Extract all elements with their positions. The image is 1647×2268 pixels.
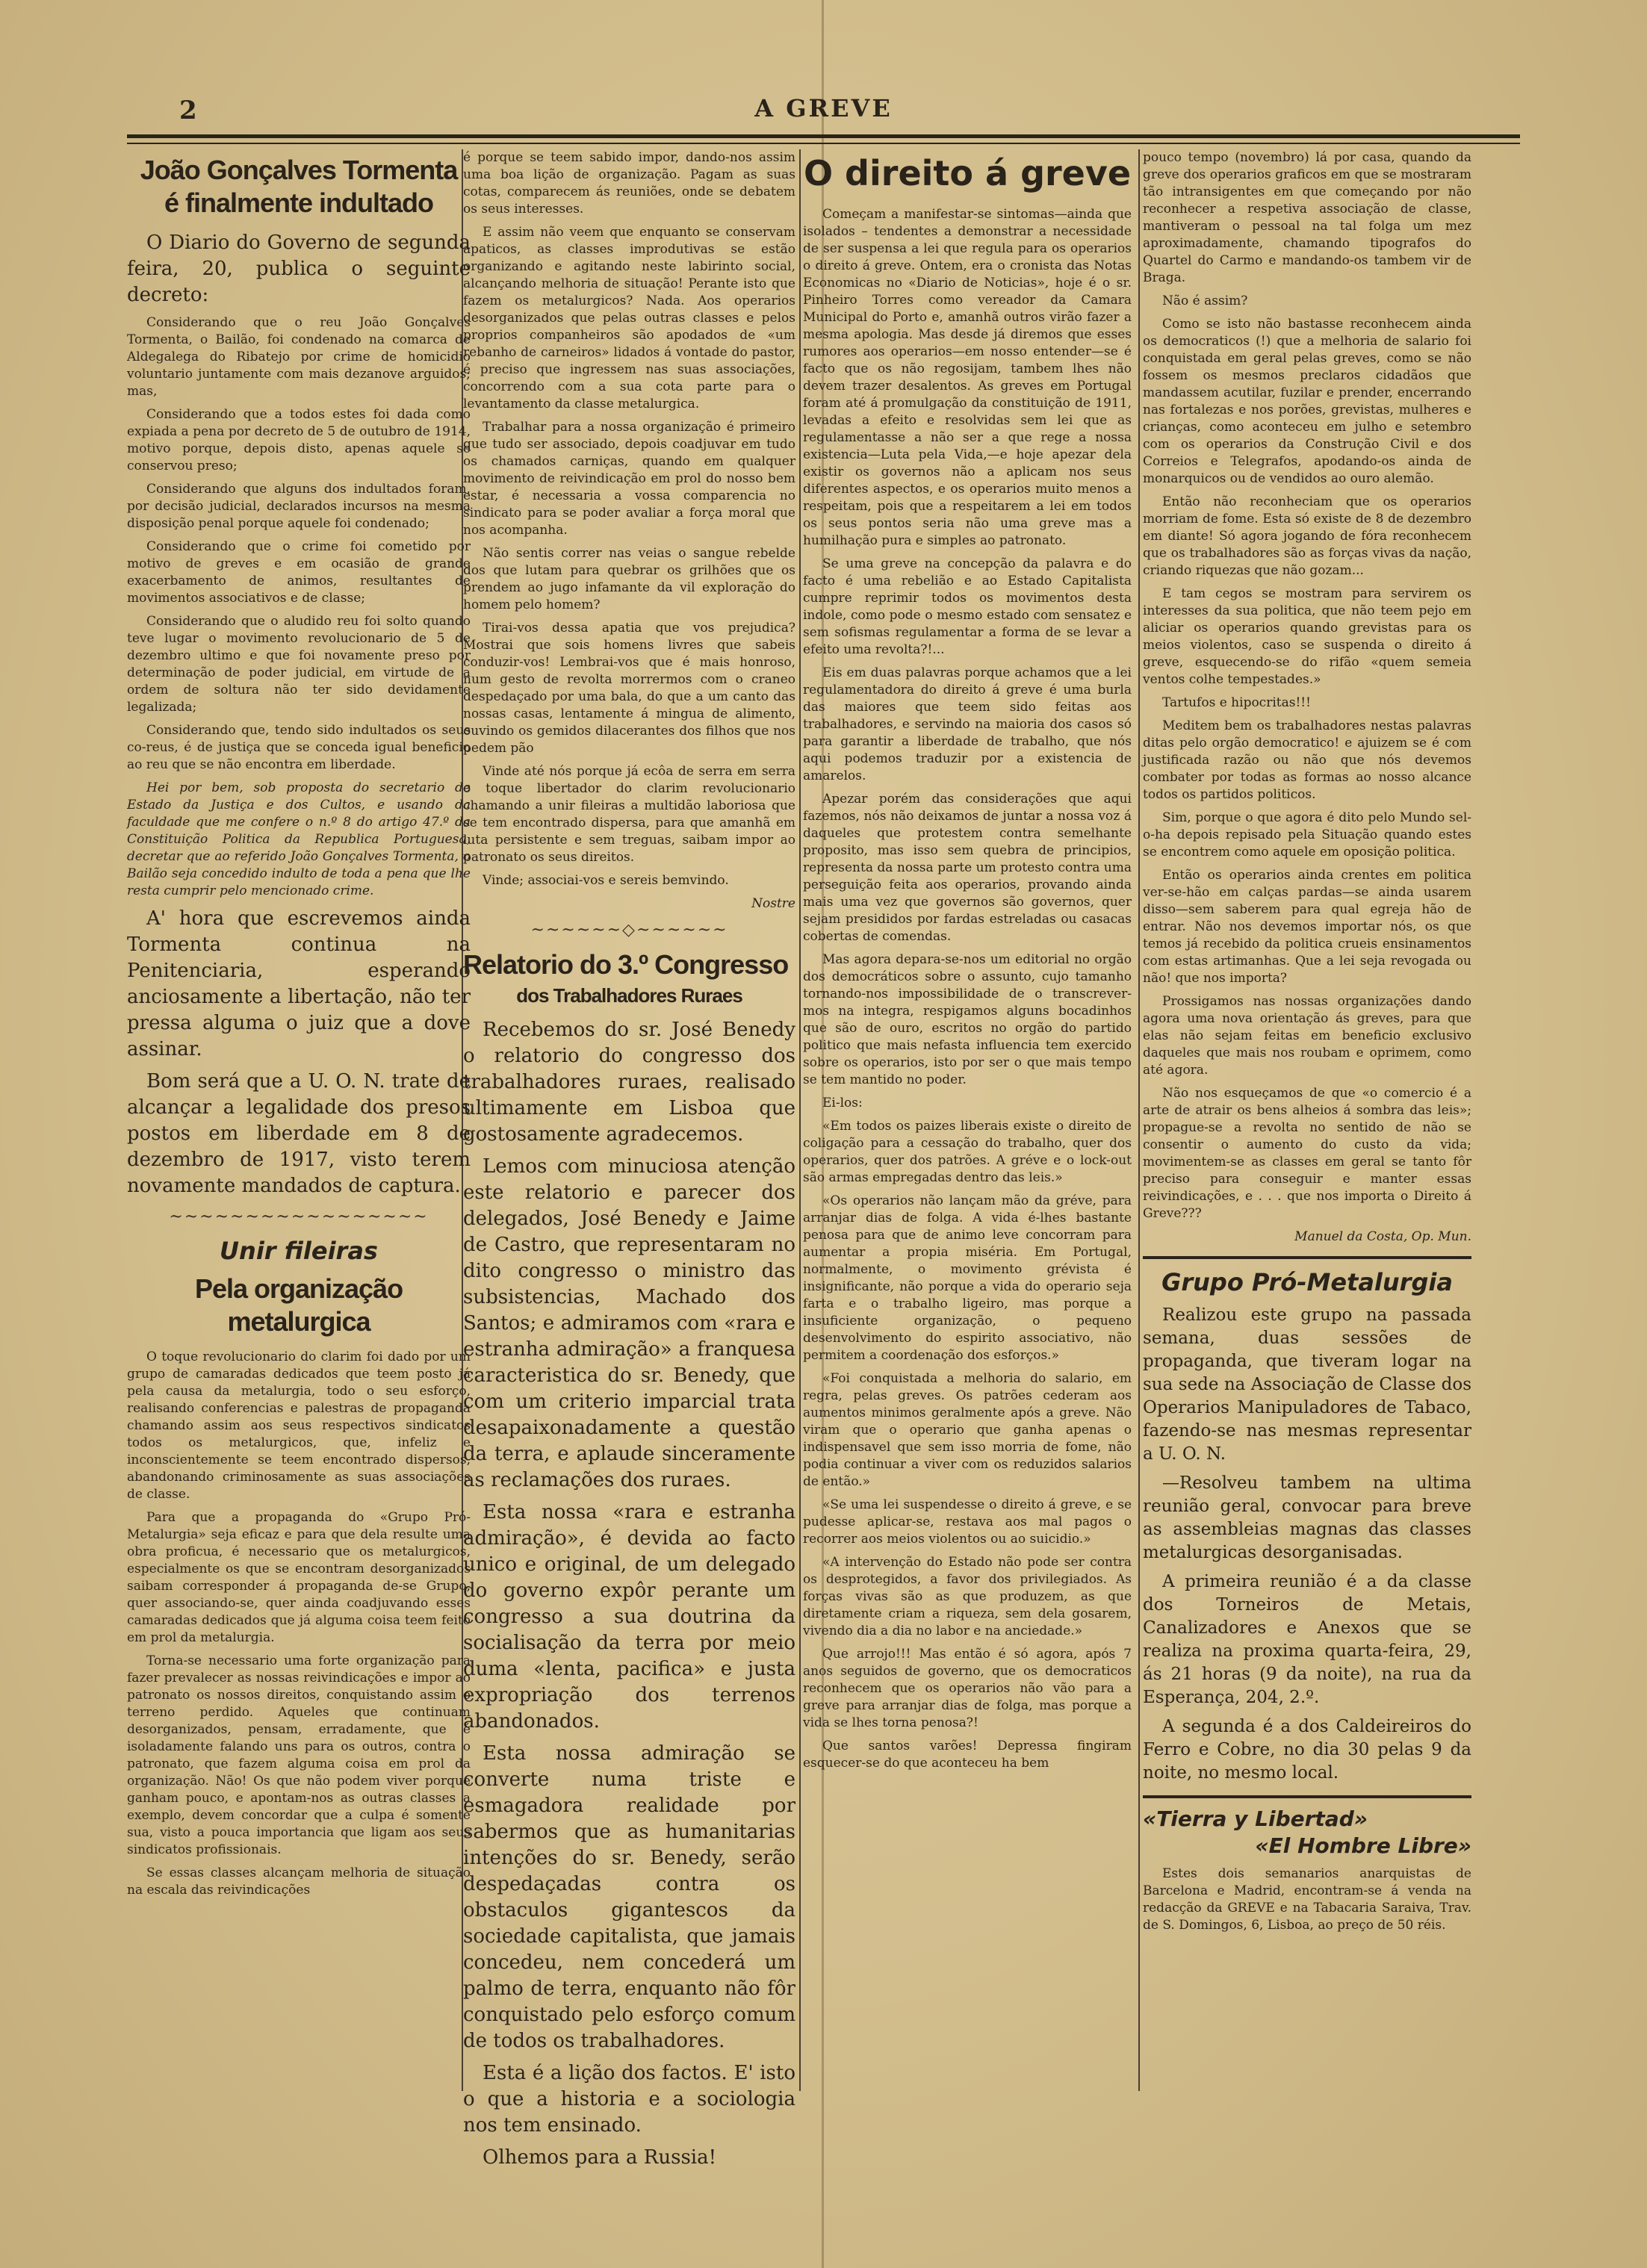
- column-2: [463, 149, 795, 2169]
- paragraph: Recebemos do sr. José Benedy o relatorio do congresso dos trabalhadores ruraes, realisado ultimamente em Lisboa que gostosamente agradecemos.: [463, 1019, 795, 1146]
- paragraph: Olhemos para a Russia!: [483, 2146, 717, 2169]
- header-rule: [127, 134, 1520, 144]
- ornament: ~~~~~~~~~~~~~~~~~: [169, 1208, 429, 1226]
- paragraph: Bom será que a U. O. N. trate de alcançar a legalidade dos presos postos em liberdade em 8 de dezembro de 1917, visto terem novamente mandados de captura.: [127, 1070, 471, 1197]
- section-heading: «Tierra y Libertad»: [1143, 1806, 1368, 1831]
- paragraph: A segunda é a dos Caldeireiros do Ferro e Cobre, no dia 30 pelas 9 da noite, no mesmo local.: [1143, 1717, 1471, 1783]
- quote: «Se uma lei suspendesse o direito á greve, e se pudesse aplicar-se, restava aos mal pagos o recorrer aos meios violentos ou ao suicidio.»: [803, 1497, 1132, 1547]
- decree-paragraph: Considerando que alguns dos indultados foram, por decisão judicial, declarados incursos na mesma disposição penal porque aquele foi condenado;: [127, 482, 471, 531]
- paragraph: Não é assim?: [1162, 293, 1248, 308]
- paragraph: O toque revolucionario do clarim foi dado por um grupo de camaradas dedicados que teem posto já pela causa da metalurgia, todo o seu esforço, realisando conferencias e palestras de propaganda chamando assim aos seus respectivos sindicatos todos os metalurgicos, que, infeliz e inconscientemente se teem encontrado dispersos, abandonando criminosamente as suas associações de classe.: [127, 1349, 471, 1502]
- decree-paragraph: Considerando que a todos estes foi dada como expiada a pena por decreto de 5 de outubro de 1914, motivo porque, depois disto, apenas aquele se conservou preso;: [127, 407, 471, 473]
- paragraph: —Resolveu tambem na ultima reunião geral, convocar para breve as assembleias magnas das classes metalurgicas desorganisadas.: [1143, 1473, 1471, 1562]
- paragraph: O Diario do Governo de segunda feira, 20, publica o seguinte decreto:: [127, 232, 471, 306]
- paragraph: E tam cegos se mostram para servirem os interesses da sua politica, que não teem pejo em aliciar os operarios quando grevistas para os meios violentos, caso se suspenda o direito á greve, esquecendo-se do rifão «quem semeia ventos colhe tempestades.»: [1143, 586, 1471, 687]
- column-rule: [1138, 149, 1140, 2091]
- paragraph: Esta nossa «rara e estranha admiração», é devida ao facto unico e original, de um delegado do governo expôr perante um congresso a sua doutrina da socialisação da terra por meio duma «lenta, pacifica» e justa expropriação dos terrenos abandonados.: [463, 1501, 795, 1733]
- paragraph: Torna-se necessario uma forte organização para fazer prevalecer as nossas reivindicações e impor ao patronato os nossos direitos, conquistando assim o terreno perdido. Aqueles que continuam desorganizados, pensam, erradamente, que é isoladamente falando uns para os outros, contra o patronato, que fazem alguma coisa em prol da organização. Não! Os que não podem viver porque ganham pouco, e apontam-nos as outras classes a exemplo, devem concordar que a culpa é somente sua, visto a pouca importancia que ligam aos seus sindicatos profissionais.: [127, 1653, 471, 1857]
- paragraph: Como se isto não bastasse reconhecem ainda os democraticos (!) que a melhoria de salario foi conquistada em geral pelas greves, como se não fossem os mesmos preclaros cidadãos que mandassem acutilar, fuzilar e prender, encerrando nas fortalezas e nos porões, grevistas, mulheres e crianças, como aconteceu em julho e setembro com os operarios da Construção Civil e dos Correios e Telegrafos, apodando-os ainda de monarquicos ou de vendidos ao ouro alemão.: [1143, 317, 1471, 486]
- paragraph: Se uma greve na concepção da palavra e do facto é uma rebelião e ao Estado Capitalista cumpre reprimir todos os movimentos desta indole, como pode o mesmo estado com sensatez e sem sofismas regulamentar a forma de se levar a efeito uma revolta?!...: [803, 556, 1132, 657]
- section-rule: [1143, 1795, 1471, 1798]
- paragraph: Não nos esqueçamos de que «o comercio é a arte de atrair os bens alheios á sombra das leis»; propague-se a revolta no sentido de não se consentir o aumento do custo da vida; movimentem-se as classes em geral se tanto fôr preciso para conseguir e manter essas reivindicações, e . . . que nos importa o Direito á Greve???: [1143, 1086, 1471, 1221]
- signature: Nostre: [751, 896, 795, 911]
- signature: Manuel da Costa, Op. Mun.: [1294, 1229, 1471, 1244]
- paragraph: Tirai-vos dessa apatia que vos prejudica? Mostrai que sois homens livres que sabeis conduzir-vos! Lembrai-vos que é mais honroso, num gesto de revolta morrermos com o craneo despedaçado por uma bala, do que a um canto das nossas casas, lentamente á mingua de alimento, ouvindo os gemidos dilacerantes dos filhos que nos pedem pão: [463, 621, 795, 756]
- paragraph: Meditem bem os trabalhadores nestas palavras ditas pelo orgão democratico! e ajuizem se é com justificada razão ou não que nós devemos combater por todas as formas ao nosso alcance todos os partidos politicos.: [1143, 718, 1471, 802]
- page-header: [127, 88, 1520, 140]
- column-4: [1143, 149, 1471, 2076]
- decree-paragraph: Considerando que o crime foi cometido por motivo de greves e em ocasião de grande exacerbamento de animos, resultantes de movimentos associativos e de classe;: [127, 539, 471, 606]
- paragraph: é porque se teem sabido impor, dando-nos assim uma boa lição de organização. Pagam as suas cotas, comparecem ás reuniões, onde se debatem os seus interesses.: [463, 150, 795, 217]
- paragraph: A' hora que escrevemos ainda Tormenta continua na Penitenciaria, esperando anciosamente a libertação, não ter pressa alguma o juiz que a dove assinar.: [127, 907, 471, 1060]
- decree-paragraph: Hei por bem, sob proposta do secretario de Estado da Justiça e dos Cultos, e usando da faculdade que me confere o n.º 8 do artigo 47.º da Constituição Politica da Republica Portuguesa, decretar que ao referido João Gonçalves Tormenta, o Bailão seja concedido indulto de toda a pena que lhe resta cumprir pelo mencionado crime.: [127, 780, 471, 898]
- paragraph: Então os operarios ainda crentes em politica ver-se-hão em calças pardas—se ainda usarem disso—sem saberem para qual egreja hão de entrar. Não nos devemos importar nós, os que temos já recebido da politica crueis ensinamentos com estas artimanhas. Que a lei seja revogada ou não! que nos importa?: [1143, 868, 1471, 986]
- paragraph: Esta é a lição dos factos. E' isto o que a historia e a sociologia nos tem ensinado.: [463, 2062, 795, 2137]
- paragraph: Então não reconheciam que os operarios morriam de fome. Esta só existe de 8 de dezembro em diante! Só agora jogando de fóra reconhecem que os trabalhadores são as forças vivas da nação, criando riquezas que não gozam...: [1143, 494, 1471, 578]
- paragraph: Não sentis correr nas veias o sangue rebelde dos que lutam para quebrar os grilhões que os prendem ao jugo infamante da vil exploração do homem pelo homem?: [463, 546, 795, 612]
- paragraph: Apezar porém das considerações que aqui fazemos, nós não deixamos de juntar a nossa voz á daqueles que protestem contra semelhante proposito, mas isso sem quebra de principios, representa da nossa parte um protesto contra uma perseguição feita aos operarios, provando ainda mais uma vez que governos são governos, quer sejam presididos por fardas estreladas ou casacas cobertas de comendas.: [803, 792, 1132, 944]
- paragraph: Para que a propaganda do «Grupo Pró-Metalurgia» seja eficaz e para que dela resulte uma obra proficua, é necessario que os metalurgicos, especialmente os que se encontram desorganizados saibam corresponder á propaganda de-se Grupo, quer associando-se, quer ainda coadjuvando esses camaradas dedicados que já alguma coisa teem feito em prol da metalurgia.: [127, 1510, 471, 1645]
- paragraph: Se essas classes alcançam melhoria de situação na escala das reivindicações: [127, 1865, 471, 1898]
- paragraph: Sim, porque o que agora é dito pelo Mundo sel-o-ha depois repisado pela Situação quando estes se encontrem como aquele em oposição politica.: [1143, 810, 1471, 860]
- paragraph: Trabalhar para a nossa organização é primeiro que tudo ser associado, depois coadjuvar em tudo os chamados carniças, quando em qualquer movimento de reivindicação em prol do nosso bem estar, é necessaria a vossa comparencia no sindicato para se poder avaliar a força moral que nos acompanha.: [463, 420, 795, 538]
- article-title: Pela organização metalurgica: [194, 1273, 403, 1337]
- decree-paragraph: Considerando que o reu João Gonçalves Tormenta, o Bailão, foi condenado na comarca de Aldegalega do Ribatejo por crime de homicidio voluntario juntamente com mais dezanove arguidos; mas,: [127, 315, 471, 399]
- paragraph: Ei-los:: [822, 1096, 863, 1110]
- section-heading: Unir fileiras: [220, 1237, 378, 1265]
- paragraph: pouco tempo (novembro) lá por casa, quando da greve dos operarios graficos em que se mostraram tão intransigentes em que começando por não reconhecer a respetiva associação de classe, mantiveram o pessoal na tal folga um mez aproximadamente, chamando tipografos do Quartel do Carmo e mandando-os tambem vir de Braga.: [1143, 150, 1471, 285]
- quote: «A intervenção do Estado não pode ser contra os desprotegidos, a favor dos privilegiados. As forças vivas são as que produzem, as que diretamente criam a riqueza, sem dela gosarem, vivendo dia a dia no labor e na anciedade.»: [803, 1555, 1132, 1638]
- paragraph: Vinde até nós porque já ecôa de serra em serra o toque libertador do clarim revolucionario chamando a unir fileiras a multidão laboriosa que se tem encontrado dispersa, para que amanhã em luta persistente e sem treguas, saibam impor ao patronato os seus direitos.: [463, 764, 795, 865]
- masthead: A GREVE: [754, 94, 893, 122]
- article-title: O direito á greve: [803, 153, 1132, 193]
- quote: «Os operarios não lançam mão da gréve, para arranjar dias de folga. A vida é-lhes bastante penosa para que de animo leve concorram para aumentar a propia miséria. Em Portugal, normalmente, o movimento grévista é insignificante, não porque a vida do operario seja farta e o trabalho ligeiro, mas porque a insuficiente organização, o pequeno desenvolvimento do espirito associativo, não permitem a coordenação dos esforços.»: [803, 1193, 1132, 1363]
- section-rule: [1143, 1256, 1471, 1259]
- column-rule: [799, 149, 801, 2091]
- quote: «Foi conquistada a melhoria do salario, em regra, pelas greves. Os patrões cederam aos aumentos minimos geralmente após a greve. Não viram que o operario que ganha apenas o indispensavel que sem isso morria de fome, não podia continuar a viver com os reduzidos salarios de então.»: [803, 1371, 1132, 1489]
- decree-paragraph: Considerando que, tendo sido indultados os seus co-reus, é de justiça que se conceda igual beneficio ao reu que se não encontra em liberdade.: [127, 723, 471, 772]
- section-heading: «El Hombre Libre»: [1255, 1833, 1471, 1858]
- paragraph: Realizou este grupo na passada semana, duas sessões de propaganda, que tiveram logar na sua sede na Associação de Classe dos Operarios Manipuladores de Tabaco, fazendo-se nas mesmas representar a U. O. N.: [1143, 1305, 1471, 1464]
- article-subtitle: dos Trabalhadores Ruraes: [516, 984, 742, 1007]
- column-3: [803, 149, 1132, 2076]
- decree-paragraph: Considerando que o aludido reu foi solto quando teve lugar o movimento revolucionario de 5 de dezembro ultimo e que foi novamente preso por determinação de poder judicial, em virtude de a ordem de soltura não ter sido devidamente legalizada;: [127, 614, 471, 715]
- article-title: João Gonçalves Tormenta é finalmente indultado: [140, 155, 458, 218]
- paragraph: Estes dois semanarios anarquistas de Barcelona e Madrid, encontram-se á venda na redacção da GREVE e na Tabacaria Saraiva, Trav. de S. Domingos, 6, Lisboa, ao preço de 50 réis.: [1143, 1866, 1471, 1933]
- paragraph: Que arrojo!!! Mas então é só agora, após 7 anos seguidos de governo, que os democraticos reconhecem que os operarios não vão para a greve para arranjar dias de folga, mas porque a vida se lhes torna penosa?!: [803, 1647, 1132, 1730]
- paragraph: Prossigamos nas nossas organizações dando agora uma nova orientação ás greves, para que elas não sejam feitas em beneficio exclusivo daqueles que mais nos roubam e oprimem, como até agora.: [1143, 994, 1471, 1078]
- section-heading: Grupo Pró-Metalurgia: [1161, 1268, 1453, 1296]
- paragraph: Vinde; associai-vos e sereis bemvindo.: [483, 873, 729, 888]
- article-title: Relatorio do 3.º Congresso: [463, 949, 789, 980]
- page-number: 2: [179, 96, 197, 125]
- paragraph: Mas agora depara-se-nos um editorial no orgão dos democráticos sobre o assunto, cujo tamanho tornando-nos impossibilidade de o transcrever-mos na integra, respigamos alguns bocadinhos que são de ouro, escritos no orgão do partido politico que mais nefasta influencia tem exercido sobre os operarios, isto por ser o que mais tempo se tem mantido no poder.: [803, 952, 1132, 1087]
- paragraph: Esta nossa admiração se converte numa triste e esmagadora realidade por sabermos que as humanitarias intenções do sr. Benedy, serão despedaçadas contra os obstaculos gigantescos da sociedade capitalista, que jamais concedeu, nem concederá um palmo de terra, enquanto não fôr conquistado pelo esforço comum de todos os trabalhadores.: [463, 1742, 795, 2052]
- paragraph: Lemos com minuciosa atenção este relatorio e parecer dos delegados, José Benedy e Jaime de Castro, que representaram no dito congresso o ministro das subsistencias, Machado dos Santos; e admiramos com «rara e estranha admiração» a franquesa caracteristica do sr. Benedy, que com um criterio imparcial trata desapaixonadamente a questão da terra, e aplaude sinceramente as reclamações dos ruraes.: [463, 1155, 795, 1491]
- paragraph: Começam a manifestar-se sintomas—ainda que isolados – tendentes a demonstrar a necessidade de ser suspensa a lei que regula para os operarios o direito á greve. Ontem, era o cronista das Notas Economicas no «Diario de Noticias», hoje é o sr. Pinheiro Torres como vereador da Camara Municipal do Porto e, amanhã outros virão fazer a mesma apologia. Mas desde já diremos que esses rumores aos operarios—em nosso entender—se é facto que os não regosijam, tambem lhes não devem trazer desalentos. As greves em Portugal foram até á promulgação da constituição de 1911, levadas a efeito e resolvidas sem lei que as regulamentasse a não ser a que rege a nossa existencia—Luta pela Vida,—e hoje apezar dela existir os governos não a aplicam nos seus diferentes aspectos, e os operarios muito menos a respeitam, pois que a respeitarem a lei em todos os seus pontos seria não uma greve mas a humilhação pura e simples ao patronato.: [803, 207, 1132, 548]
- paragraph: Que santos varões! Depressa fingiram esquecer-se do que aconteceu ha bem: [803, 1739, 1132, 1771]
- paragraph: E assim não veem que enquanto se conservam apaticos, as classes improdutivas se estão organizando e agitando neste labirinto social, alcançando melhoria de situação! Perante isto que fazem os metalurgicos? Nada. Aos operarios desorganizados que pelas outras classes e pelos proprios companheiros são apodados de «um rebanho de carneiros» lidados á vontade do pastor, é preciso que ingressem nas suas associações, concorrendo com a sua cota parte para o levantamento da classe metalurgica.: [463, 225, 795, 411]
- column-1: [127, 149, 471, 2076]
- paragraph: Tartufos e hipocritas!!!: [1162, 695, 1311, 710]
- paragraph: A primeira reunião é a da classe dos Torneiros de Metais, Canalizadores e Anexos que se realiza na proxima quarta-feira, 29, ás 21 horas (9 da noite), na rua da Esperança, 204, 2.º.: [1143, 1572, 1471, 1707]
- quote: «Em todos os paizes liberais existe o direito de coligação para a cessação do trabalho, quer dos operarios, quer dos patrões. A gréve e o lock-out são armas empregadas dentro das leis.»: [803, 1119, 1132, 1185]
- paragraph: Eis em duas palavras porque achamos que a lei regulamentadora do direito á greve é uma burla das maiores que teem sido feitas aos trabalhadores, e servindo na maioria dos casos só para garantir a liberdade de trabalho, que nós aqui podemos traduzir por a existencia de amarelos.: [803, 665, 1132, 783]
- ornament: ~~~~~~◇~~~~~~: [530, 921, 728, 939]
